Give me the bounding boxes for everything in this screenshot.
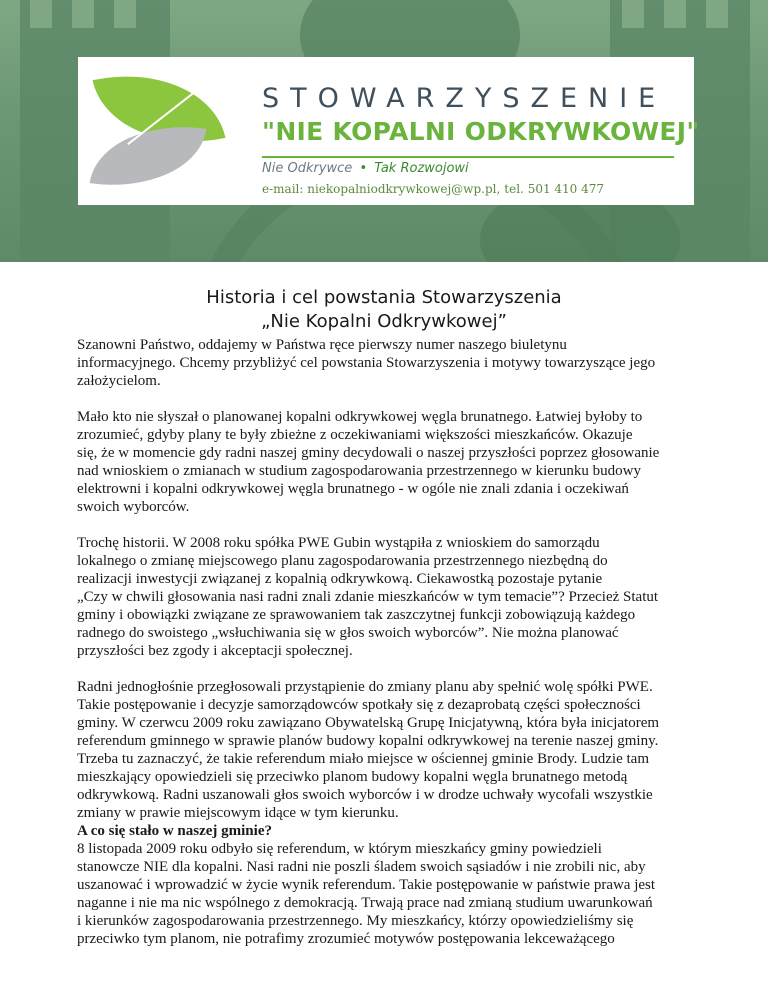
text-line: informacyjnego. Chcemy przybliżyć cel powstania Stowarzyszenia i motywy towarzyszące jego [77,355,656,371]
slogan-part2: Tak Rozwojowi [374,161,469,176]
paragraph [77,408,703,516]
text-line: przeciwko tym planom, nie potrafimy zrozumieć motywów postępowania lekceważącego [77,931,615,947]
text-line: się, że w momencie gdy radni naszej gminy decydowali o naszej przyszłości poprzez głosowanie [77,445,660,461]
text-line: elektrowni i kopalni odkrywkowej węgla brunatnego - w ogóle nie znali zdania i oczekiwań [77,481,629,497]
text-line: uszanować i wprowadzić w życie wynik referendum. Takie postępowanie w państwie prawa jest [77,877,656,893]
battlement [664,0,686,28]
article-body [77,336,703,966]
battlement [30,0,52,28]
header-banner [0,0,768,262]
text-line: naganne i nie ma nic wspólnego z demokracją. Trwają prace nad zmianą studium uwarunkowań [77,895,653,911]
text-line: Radni jednogłośnie przegłosowali przystąpienie do zmiany planu aby spełnić wolę spółki PWE. [77,679,653,695]
organization-logo-box [78,57,700,205]
text-line: lokalnego o zmianę miejscowego planu zagospodarowania przestrzennego niezbędną do [77,553,608,569]
text-line: Trzeba tu zaznaczyć, że takie referendum miało miejsce w ościennej gminie Brody. Ludzie tam [77,751,649,767]
text-line: przyszłości bez zgody i akceptacji społecznej. [77,643,353,659]
contact-info [262,182,608,196]
paragraph [77,534,703,660]
paragraph [77,678,703,948]
org-word: STOWARZYSZENIE [262,83,667,114]
slogan [262,161,469,176]
text-line: mieszkający opowiedzieli się przeciwko planom budowy kopalni węgla brunatnego metodą [77,769,628,785]
contact-phone: tel. 501 410 477 [504,182,605,196]
slogan-bullet: • [359,161,368,176]
battlement [72,0,94,28]
text-line: gminy. W czerwcu 2009 roku zawiązano Obywatelską Grupę Inicjatywną, która była inicjatorem [77,715,660,731]
text-line: Szanowni Państwo, oddajemy w Państwa ręce pierwszy numer naszego biuletynu [77,337,567,353]
text-line: Takie postępowanie i decyzje samorządowców spotkały się z dezaprobatą części społeczności [77,697,641,713]
text-line: stanowcze NIE dla kopalni. Nasi radni nie poszli śladem swoich sąsiadów i nie zrobili nic, aby [77,859,646,875]
battlement [706,0,728,28]
text-line: swoich wyborców. [77,499,190,515]
text-line: i kierunków zagospodarowania przestrzennego. My mieszkańcy, którzy opowiedzieliśmy się [77,913,634,929]
battlement [622,0,644,28]
text-line: Mało kto nie słyszał o planowanej kopalni odkrywkowej węgla brunatnego. Łatwiej byłoby to [77,409,643,425]
text-line: radnego do swoistego „wsłuchiwania się w głos swoich wyborców”. Nie można planować [77,625,619,641]
title-line: Historia i cel powstania Stowarzyszenia [206,287,562,308]
text-line: referendum gminnego w sprawie planów budowy kopalni odkrywkowej na terenie naszej gminy. [77,733,659,749]
text-line: zrozumieć, gdyby plany te były zbieżne z oczekiwaniami większości mieszkańców. Okazuje [77,427,633,443]
contact-email[interactable]: e-mail: niekopalniodkrywkowej@wp.pl, [262,182,501,196]
text-line: odkrywkową. Radni uszanowali głos swoich wyborców i w drodze uchwały wycofali wszystkie [77,787,653,803]
text-line: nad wnioskiem o zmianach w studium zagospodarowania przestrzennego w kierunku budowy [77,463,642,479]
section-subheading: A co się stało w naszej gminie? [77,823,272,839]
text-line: założycielom. [77,373,161,389]
text-line: 8 listopada 2009 roku odbyło się referendum, w którym mieszkańcy gminy powiedzieli [77,841,602,857]
battlement [114,0,136,28]
title-line: „Nie Kopalni Odkrywkowej” [261,311,507,332]
text-line: zmiany w prawie miejscowym idące w tym kierunku. [77,805,399,821]
text-line: realizacji inwestycji związanej z kopalnią odkrywkową. Ciekawostką pozostaje pytanie [77,571,603,587]
text-line: „Czy w chwili głosowania nasi radni znali zdanie mieszkańców w tym temacie”? Przecież Statut [77,589,659,605]
org-name: "NIE KOPALNI ODKRYWKOWEJ" [262,117,700,146]
paragraph [77,336,703,390]
text-line: Trochę historii. W 2008 roku spółka PWE Gubin wystąpiła z wnioskiem do samorządu [77,535,600,551]
slogan-part1: Nie Odkrywce [262,161,353,176]
text-line: gminy i obowiązki związane ze sprawowaniem tak zaszczytnej funkcji zobowiązują każdego [77,607,636,623]
logo-divider [262,156,674,158]
article-title [0,286,768,334]
